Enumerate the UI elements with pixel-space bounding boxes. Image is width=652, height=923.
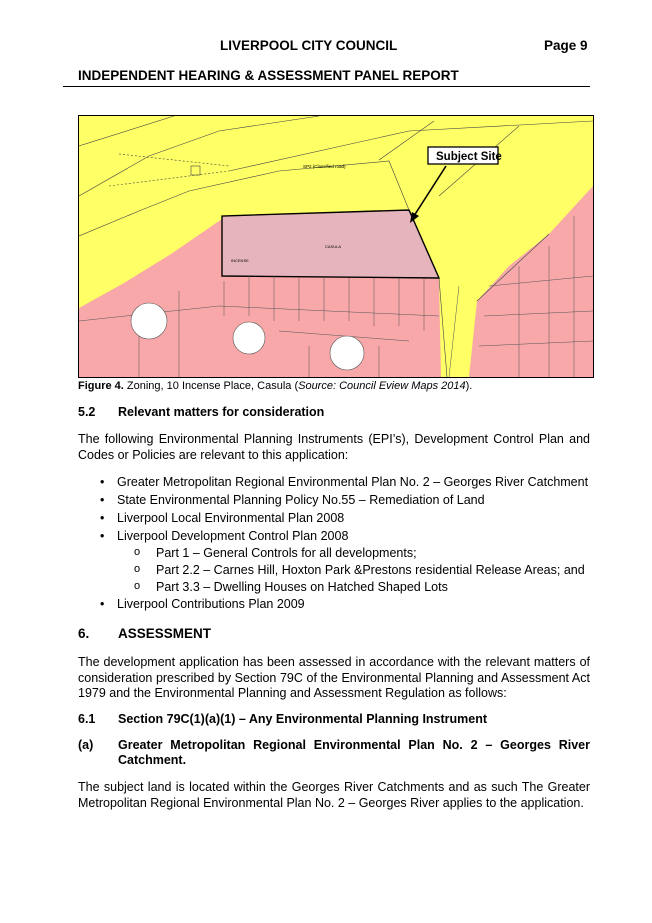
page-header: [0, 38, 652, 56]
bullet-text: Liverpool Development Control Plan 2008: [117, 529, 349, 543]
map-street-casula: CASULA: [325, 244, 342, 249]
section-title: ASSESSMENT: [118, 626, 212, 641]
zoning-map: [78, 115, 594, 378]
figure-label: Figure 4.: [78, 380, 124, 392]
section-title: Relevant matters for consideration: [118, 405, 325, 419]
bullet-glyph: •: [100, 493, 105, 507]
bullet-text: Liverpool Local Environmental Plan 2008: [117, 511, 345, 525]
section-number: 5.2: [78, 405, 96, 419]
bullet-glyph: •: [100, 597, 105, 611]
section-number: 6.: [78, 626, 90, 641]
map-road-label: SP2 (Classified road): [303, 164, 346, 169]
section-title: Section 79C(1)(a)(1) – Any Environmental Planning Instrument: [118, 712, 488, 726]
bullet-glyph: •: [100, 529, 105, 543]
bullet-glyph: •: [100, 511, 105, 525]
bullet-text: Liverpool Contributions Plan 2009: [117, 597, 305, 611]
sub-bullet-text: Part 1 – General Controls for all developments;: [156, 546, 417, 560]
sub-bullet-text: Part 2.2 – Carnes Hill, Hoxton Park &Prestons residential Release Areas; and: [156, 563, 585, 577]
map-street-incense: INCENSE: [231, 258, 249, 263]
georges-river-paragraph: The subject land is located within the Georges River Catchments and as such The Greater Metropolitan Regional Environmental Plan No. 2 – Georges River applies to the application.: [78, 780, 590, 810]
sub-bullet-glyph: o: [134, 580, 141, 592]
council-name: LIVERPOOL CITY COUNCIL: [220, 38, 398, 53]
bullet-text: State Environmental Planning Policy No.55 – Remediation of Land: [117, 493, 485, 507]
assessment-paragraph: The development application has been assessed in accordance with the relevant matters of consideration prescribed by Section 79C of the Environmental Planning and Assessment Act 1979 and the Environmental Planning and Assessment Regulation as follows:: [78, 655, 590, 700]
figure-caption: [78, 380, 472, 392]
section-number: 6.1: [78, 712, 96, 726]
report-title: INDEPENDENT HEARING & ASSESSMENT PANEL REPORT: [78, 68, 459, 83]
sub-bullet-glyph: o: [134, 563, 141, 575]
figure-text: Zoning, 10 Incense Place, Casula (: [123, 380, 299, 392]
sub-bullet-text: Part 3.3 – Dwelling Houses on Hatched Shaped Lots: [156, 580, 448, 594]
bullet-text: Greater Metropolitan Regional Environmental Plan No. 2 – Georges River Catchment: [117, 475, 589, 489]
figure-end: ).: [465, 380, 473, 392]
epi-intro-paragraph: The following Environmental Planning Instruments (EPI’s), Development Control Plan and Codes or Policies are relevant to this application:: [78, 432, 590, 462]
page-number: Page 9: [544, 38, 588, 53]
sub-bullet-glyph: o: [134, 546, 141, 558]
subsection-title: Greater Metropolitan Regional Environmental Plan No. 2 – Georges River Catchment.: [118, 738, 590, 767]
header-divider: [63, 86, 590, 87]
map-subject-label: Subject Site: [436, 151, 502, 163]
subsection-number: (a): [78, 738, 94, 752]
figure-source: Source: Council Eview Maps 2014: [298, 380, 466, 392]
bullet-glyph: •: [100, 475, 105, 489]
